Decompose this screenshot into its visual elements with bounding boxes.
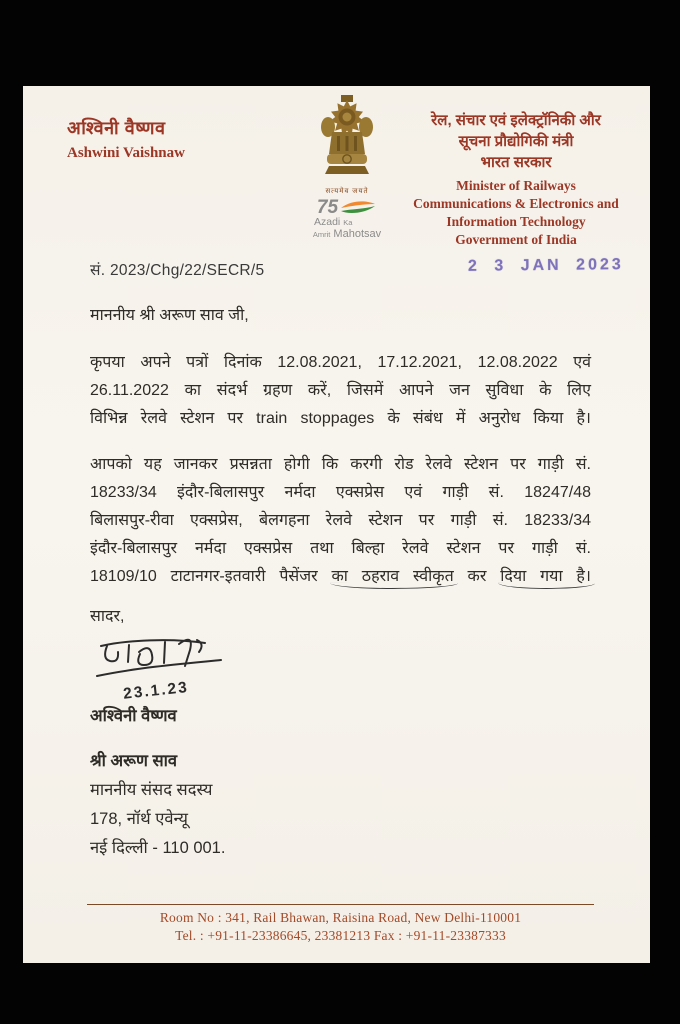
ministry-title-english-block [396, 177, 636, 249]
paragraph-line: 18233/34 इंदौर-बिलासपुर नर्मदा एक्सप्रेस एवं गाड़ी सं. 18247/48 [90, 484, 591, 501]
handwritten-signature [93, 630, 233, 682]
azadi-word-amrit: Amrit [312, 230, 331, 239]
azadi-line1 [304, 216, 390, 228]
salutation: माननीय श्री अरूण साव जी, [90, 307, 249, 324]
recipient-title: माननीय संसद सदस्य [90, 781, 213, 799]
minister-name-hindi: अश्विनी वैष्णव [67, 118, 166, 138]
body-paragraph-2 [90, 451, 591, 591]
paragraph-line: विभिन्न रेलवे स्टेशन पर train stoppages के संबंध में अनुरोध किया है। [90, 410, 591, 427]
footer-address: Room No : 341, Rail Bhawan, Raisina Road, New Delhi-110001 [159, 910, 522, 925]
tricolor-swoosh-icon [339, 199, 377, 217]
minister-name-english: Ashwini Vaishnaw [67, 145, 185, 161]
recipient-street: 178, नॉर्थ एवेन्यू [90, 810, 188, 828]
signature-date: 23.1.23 [122, 678, 190, 703]
azadi-word-mahotsav: Mahotsav [333, 228, 382, 240]
ministry-title-hindi-line: भारत सरकार [480, 154, 552, 171]
recipient-name: श्री अरूण साव [90, 752, 178, 770]
azadi-75-label: 75 [316, 197, 339, 218]
minister-name-block [67, 116, 185, 162]
ministry-title-hindi-line: सूचना प्रौद्योगिकी मंत्री [458, 133, 574, 150]
paragraph-line: आपको यह जानकर प्रसन्नता होगी कि करगी रोड रेलवे स्टेशन पर गाड़ी सं. [90, 456, 591, 473]
emblem-motto: सत्यमेव जयते [325, 188, 369, 195]
recipient-city: नई दिल्ली - 110 001. [90, 839, 226, 857]
india-state-emblem-icon [315, 94, 379, 182]
paragraph-line: बिलासपुर-रीवा एक्सप्रेस, बेलगहना रेलवे स्टेशन पर गाड़ी सं. 18233/34 [90, 512, 591, 529]
ministry-title-hindi-line: रेल, संचार एवं इलेक्ट्रॉनिकी और [431, 112, 601, 129]
reference-number: सं. 2023/Chg/22/SECR/5 [90, 262, 265, 279]
ministry-title-english-line: Government of India [455, 232, 577, 247]
signature-block [93, 630, 253, 703]
ministry-title-block [396, 110, 636, 249]
azadi-word-ka: Ka [343, 218, 353, 227]
paragraph-last-line [90, 563, 591, 591]
body-paragraph-1 [90, 349, 591, 433]
ministry-title-english-line: Minister of Railways [456, 178, 576, 193]
letter-page [23, 86, 650, 963]
emblem-block [304, 94, 390, 240]
sender-name: अश्विनी वैष्णव [90, 707, 177, 725]
ministry-title-english-line: Communications & Electronics and [413, 196, 619, 211]
underlined-phrase: दिया गया है। [500, 568, 591, 585]
azadi-mahotsav-logo [304, 198, 390, 240]
underlined-phrase: का ठहराव स्वीकृत [331, 568, 454, 585]
closing-regards: सादर, [90, 608, 125, 625]
paragraph-line: इंदौर-बिलासपुर नर्मदा एक्सप्रेस तथा बिल्हा रेलवे स्टेशन पर गाड़ी सं. [90, 540, 591, 557]
date-received-stamp: 2 3 JAN 2023 [467, 256, 624, 275]
recipient-address-block [90, 747, 225, 863]
azadi-line2 [304, 228, 390, 240]
azadi-word: Azadi [314, 216, 341, 228]
last-line-segment: 18109/10 टाटानगर-इतवारी पैसेंजर [90, 568, 332, 585]
ministry-title-english-line: Information Technology [446, 214, 586, 229]
last-line-segment: कर [453, 568, 501, 585]
office-footer [87, 904, 594, 944]
paragraph-line: 26.11.2022 का संदर्भ ग्रहण करें, जिसमें आपने जन सुविधा के लिए [90, 382, 591, 399]
paragraph-line: कृपया अपने पत्रों दिनांक 12.08.2021, 17.12.2021, 12.08.2022 एवं [90, 354, 591, 371]
footer-contact: Tel. : +91-11-23386645, 23381213 Fax : +91-11-23387333 [175, 927, 506, 943]
